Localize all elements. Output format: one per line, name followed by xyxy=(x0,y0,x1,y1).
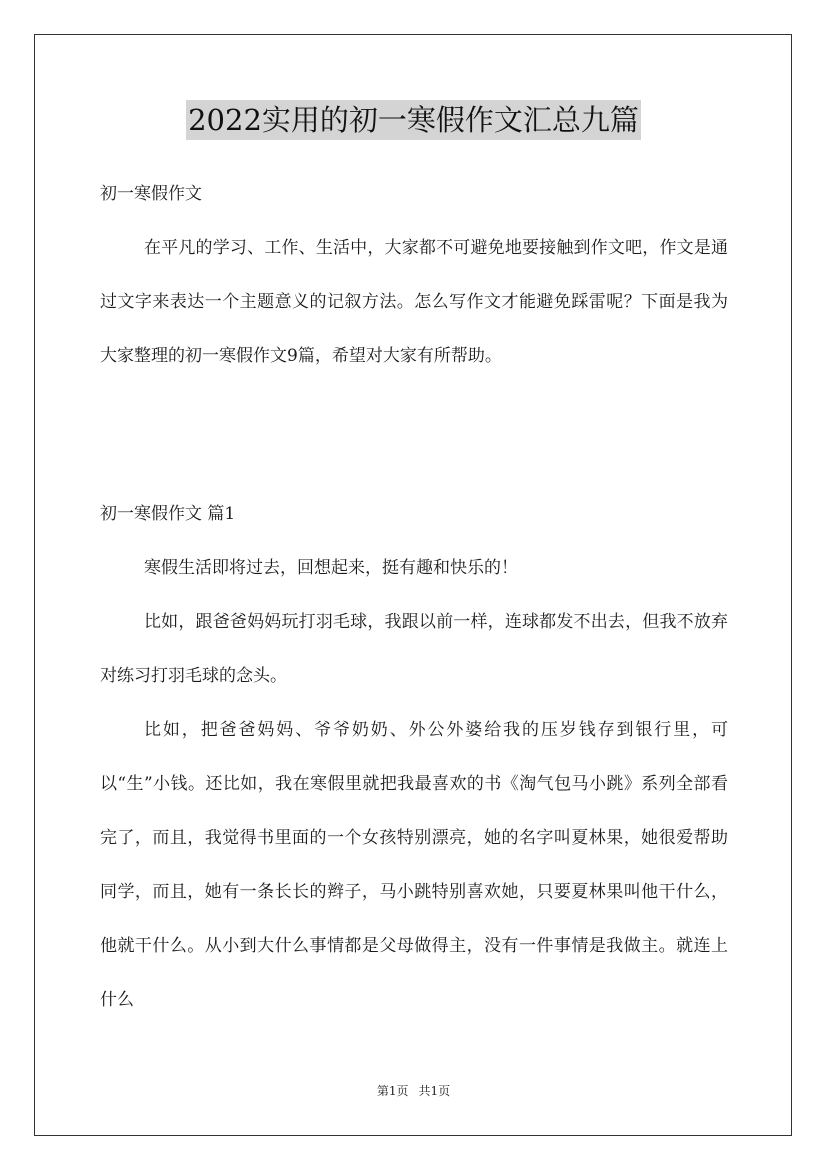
section-heading-intro: 初一寒假作文 xyxy=(100,184,202,204)
essay-paragraph: 寒假生活即将过去，回想起来，挺有趣和快乐的！ xyxy=(144,558,518,578)
document-title: 2022实用的初一寒假作文汇总九篇 xyxy=(186,100,641,140)
section-spacer xyxy=(100,437,728,487)
page-total: 共1页 xyxy=(418,1084,451,1098)
section-heading-essay-1: 初一寒假作文 篇1 xyxy=(100,504,236,524)
essay-paragraph: 比如，跟爸爸妈妈玩打羽毛球，我跟以前一样，连球都发不出去，但我不放弃对练习打羽毛球的念头。 xyxy=(100,612,728,686)
section-spacer xyxy=(100,383,728,437)
page-number: 第1页 xyxy=(376,1084,409,1098)
intro-paragraph: 在平凡的学习、工作、生活中，大家都不可避免地要接触到作文吧，作文是通过文字来表达一个主题意义的记叙方法。怎么写作文才能避免踩雷呢？下面是我为大家整理的初一寒假作文9篇，希望对大家有所帮助。 xyxy=(100,238,728,366)
document-body xyxy=(100,167,728,1027)
title-container xyxy=(0,100,827,140)
essay-paragraph: 比如，把爸爸妈妈、爷爷奶奶、外公外婆给我的压岁钱存到银行里，可以“生”小钱。还比如，我在寒假里就把我最喜欢的书《淘气包马小跳》系列全部看完了，而且，我觉得书里面的一个女孩特别漂亮，她的名字叫夏林果，她很爱帮助同学，而且，她有一条长长的辫子，马小跳特别喜欢她，只要夏林果叫他干什么，他就干什么。从小到大什么事情都是父母做得主，没有一件事情是我做主。就连上什么 xyxy=(100,720,728,1010)
page-footer xyxy=(0,1082,827,1100)
